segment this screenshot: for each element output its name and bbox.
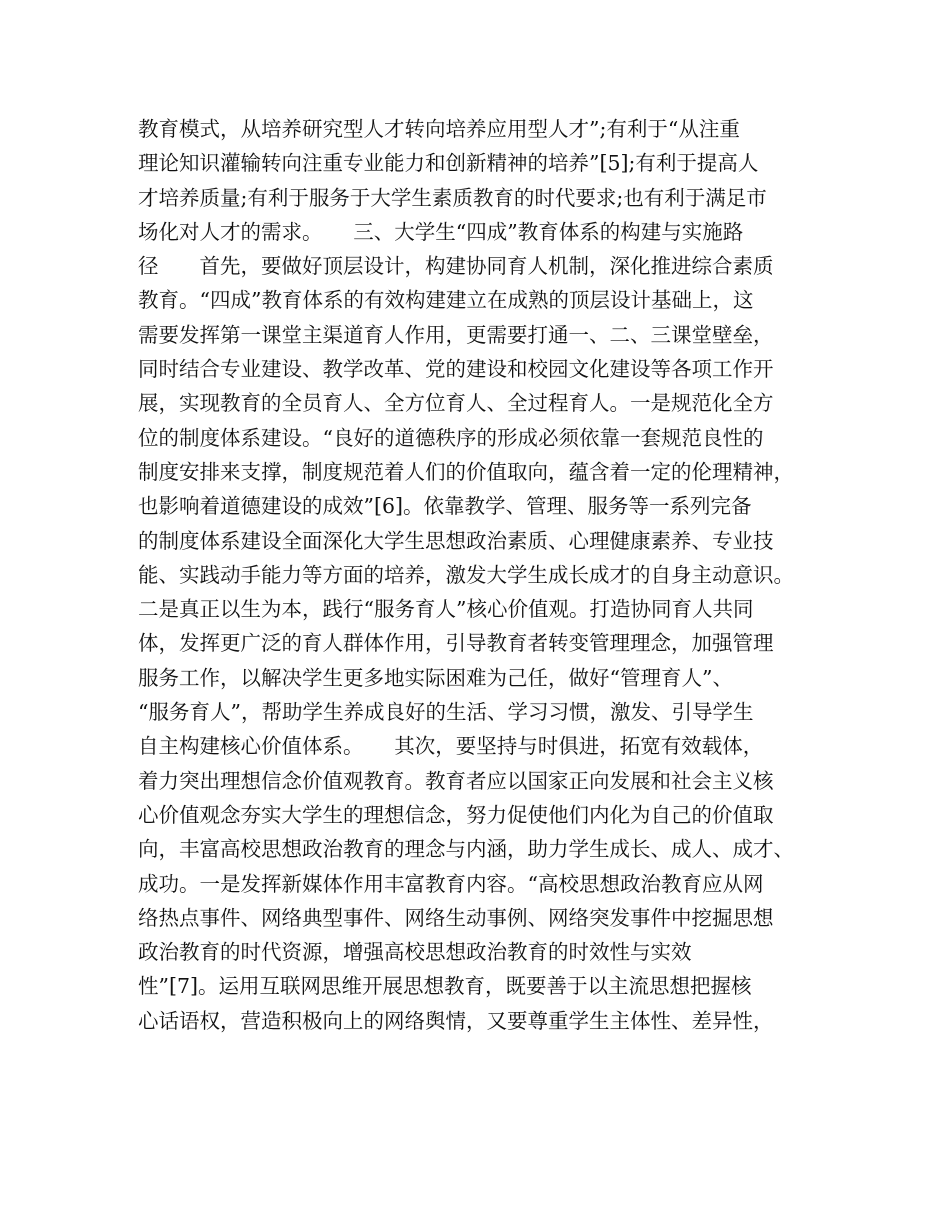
text-line: 的制度体系建设全面深化大学生思想政治素质、心理健康素养、专业技 <box>138 528 774 553</box>
text-line: 心价值观念夯实大学生的理想信念，努力促使他们内化为自己的价值取 <box>138 802 774 827</box>
text-line: 自主构建核心价值体系。 其次，要坚持与时俱进，拓宽有效载体， <box>138 734 764 759</box>
text-line: 制度安排来支撑，制度规范着人们的价值取向，蕴含着一定的伦理精神， <box>138 459 794 484</box>
text-line: 服务工作，以解决学生更多地实际困难为己任，做好“管理育人”、 <box>138 665 733 690</box>
text-line: 才培养质量;有利于服务于大学生素质教育的时代要求;也有利于满足市 <box>138 185 767 210</box>
text-line: 场化对人才的需求。 三、大学生“四成”教育体系的构建与实施路 <box>138 219 744 244</box>
text-line: 也影响着道德建设的成效”[6]。依靠教学、管理、服务等一系列完备 <box>138 494 752 519</box>
text-line: 着力突出理想信念价值观教育。教育者应以国家正向发展和社会主义核 <box>138 768 774 793</box>
text-line: 理论知识灌输转向注重专业能力和创新精神的培养”[5];有利于提高人 <box>138 151 759 176</box>
text-line: 同时结合专业建设、教学改革、党的建设和校园文化建设等各项工作开 <box>138 357 774 382</box>
text-line: 络热点事件、网络典型事件、网络生动事例、网络突发事件中挖掘思想 <box>138 905 774 930</box>
text-line: 展，实现教育的全员育人、全方位育人、全过程育人。一是规范化全方 <box>138 391 774 416</box>
text-line: 性”[7]。运用互联网思维开展思想教育，既要善于以主流思想把握核 <box>138 974 752 999</box>
text-line: 教育。“四成”教育体系的有效构建建立在成熟的顶层设计基础上，这 <box>138 288 754 313</box>
text-line: 向，丰富高校思想政治教育的理念与内涵，助力学生成长、成人、成才、 <box>138 837 794 862</box>
text-line: 教育模式，从培养研究型人才转向培养应用型人才”;有利于“从注重 <box>138 117 740 141</box>
text-line: 径 首先，要做好顶层设计，构建协同育人机制，深化推进综合素质 <box>138 254 774 279</box>
text-line: 政治教育的时代资源，增强高校思想政治教育的时效性与实效 <box>138 940 692 965</box>
text-line: “服务育人”，帮助学生养成良好的生活、学习习惯，激发、引导学生 <box>138 700 754 725</box>
text-line: 位的制度体系建设。“良好的道德秩序的形成必须依靠一套规范良性的 <box>138 425 764 450</box>
body-text <box>138 112 818 1038</box>
text-line: 能、实践动手能力等方面的培养，激发大学生成长成才的自身主动意识。 <box>138 562 794 587</box>
text-line: 需要发挥第一课堂主渠道育人作用，更需要打通一、二、三课堂壁垒， <box>138 322 774 347</box>
text-line: 成功。一是发挥新媒体作用丰富教育内容。“高校思想政治教育应从网 <box>138 871 764 896</box>
text-line: 二是真正以生为本，践行“服务育人”核心价值观。打造协同育人共同 <box>138 597 754 622</box>
text-line: 体，发挥更广泛的育人群体作用，引导教育者转变管理理念，加强管理 <box>138 631 774 656</box>
text-line: 心话语权，营造积极向上的网络舆情，又要尊重学生主体性、差异性， <box>138 1008 774 1033</box>
